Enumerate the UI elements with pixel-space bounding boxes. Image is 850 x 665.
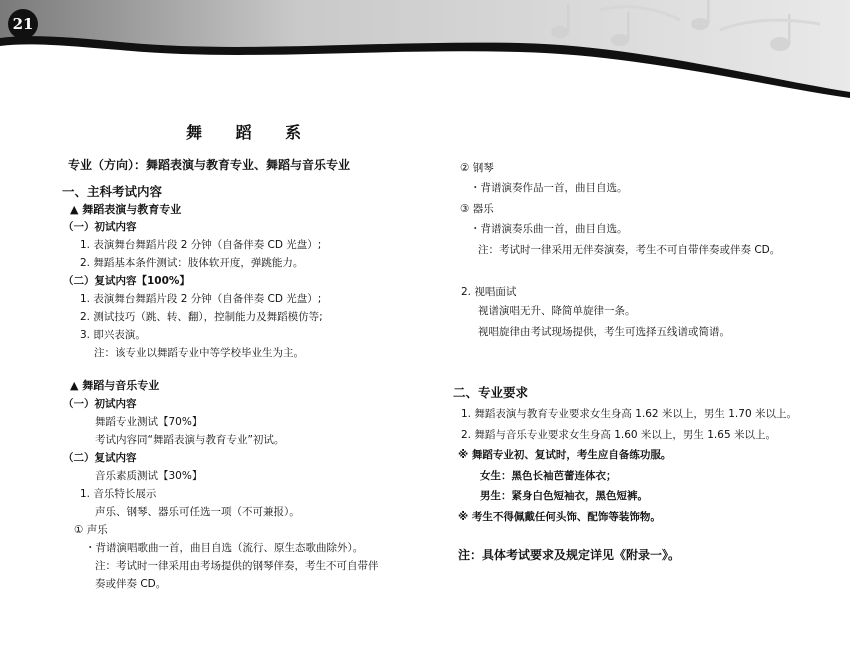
track1-round2-item-3: 3. 即兴表演。 (80, 329, 146, 341)
final-note: 注：具体考试要求及规定详见《附录一》。 (458, 548, 681, 562)
track1-note: 注：该专业以舞蹈专业中等学校毕业生为主。 (94, 347, 304, 359)
page-title: 舞 蹈 系 (186, 123, 316, 142)
track1-round1-heading: （一）初试内容 (63, 221, 137, 233)
track1-heading: ▲ 舞蹈表演与教育专业 (70, 203, 182, 216)
vocal-line-1: ・背谱演唱歌曲一首，曲目自选（流行、原生态歌曲除外）。 (85, 542, 364, 554)
track1-round2-item-2: 2. 测试技巧（跳、转、翻），控制能力及舞蹈模仿等; (80, 311, 323, 323)
instrument-heading: ③ 器乐 (460, 203, 494, 215)
major-heading: 专业（方向）：舞蹈表演与教育专业、舞蹈与音乐专业 (68, 158, 351, 172)
req-female: 女生：黑色长袖芭蕾连体衣； (480, 470, 617, 482)
piano-heading: ② 钢琴 (460, 162, 494, 174)
req-note-1: ※ 舞蹈专业初、复试时，考生应自备练功服。 (458, 449, 672, 461)
track2-round2-heading: （二）复试内容 (63, 452, 137, 464)
track2-item-1: 1. 音乐特长展示 (80, 488, 157, 500)
req-note-2: ※ 考生不得佩戴任何头饰、配饰等装饰物。 (458, 511, 661, 523)
track1-round1-item-1: 1. 表演舞台舞蹈片段 2 分钟（自备伴奏 CD 光盘）; (80, 239, 322, 251)
track2-round1-line-1: 舞蹈专业测试【70%】 (95, 416, 203, 428)
track1-round1-item-2: 2. 舞蹈基本条件测试：肢体软开度，弹跳能力。 (80, 257, 304, 269)
track1-round2-heading: （二）复试内容【100%】 (63, 275, 190, 287)
header-banner (0, 0, 850, 110)
track2-round1-heading: （一）初试内容 (63, 398, 137, 410)
instrument-line-2: 注：考试时一律采用无伴奏演奏，考生不可自带伴奏或伴奏 CD。 (478, 244, 781, 256)
req-item-1: 1. 舞蹈表演与教育专业要求女生身高 1.62 米以上，男生 1.70 米以上。 (461, 408, 797, 420)
sight-line-1: 视谱演唱无升、降简单旋律一条。 (478, 305, 636, 317)
instrument-line-1: ・背谱演奏乐曲一首，曲目自选。 (470, 223, 628, 235)
track2-round2-line: 音乐素质测试【30%】 (95, 470, 203, 482)
sight-heading: 2. 视唱面试 (461, 286, 517, 298)
sight-line-2: 视唱旋律由考试现场提供，考生可选择五线谱或简谱。 (478, 326, 730, 338)
track2-item-1-desc: 声乐、钢琴、器乐可任选一项（不可兼报）。 (95, 506, 300, 518)
track2-round1-line-2: 考试内容同“舞蹈表演与教育专业”初试。 (95, 434, 285, 446)
piano-line: ・背谱演奏作品一首，曲目自选。 (470, 182, 628, 194)
req-male: 男生：紧身白色短袖衣，黑色短裤。 (480, 490, 648, 502)
vocal-line-2: 注：考试时一律采用由考场提供的钢琴伴奏，考生不可自带伴 (95, 560, 379, 572)
section2-heading: 二、专业要求 (453, 385, 529, 400)
section1-heading: 一、主科考试内容 (62, 184, 163, 199)
vocal-line-3: 奏或伴奏 CD。 (95, 578, 167, 590)
vocal-heading: ① 声乐 (74, 524, 108, 536)
page-number: 21 (8, 9, 38, 39)
track1-round2-item-1: 1. 表演舞台舞蹈片段 2 分钟（自备伴奏 CD 光盘）; (80, 293, 322, 305)
track2-heading: ▲ 舞蹈与音乐专业 (70, 379, 160, 392)
req-item-2: 2. 舞蹈与音乐专业要求女生身高 1.60 米以上，男生 1.65 米以上。 (461, 429, 776, 441)
